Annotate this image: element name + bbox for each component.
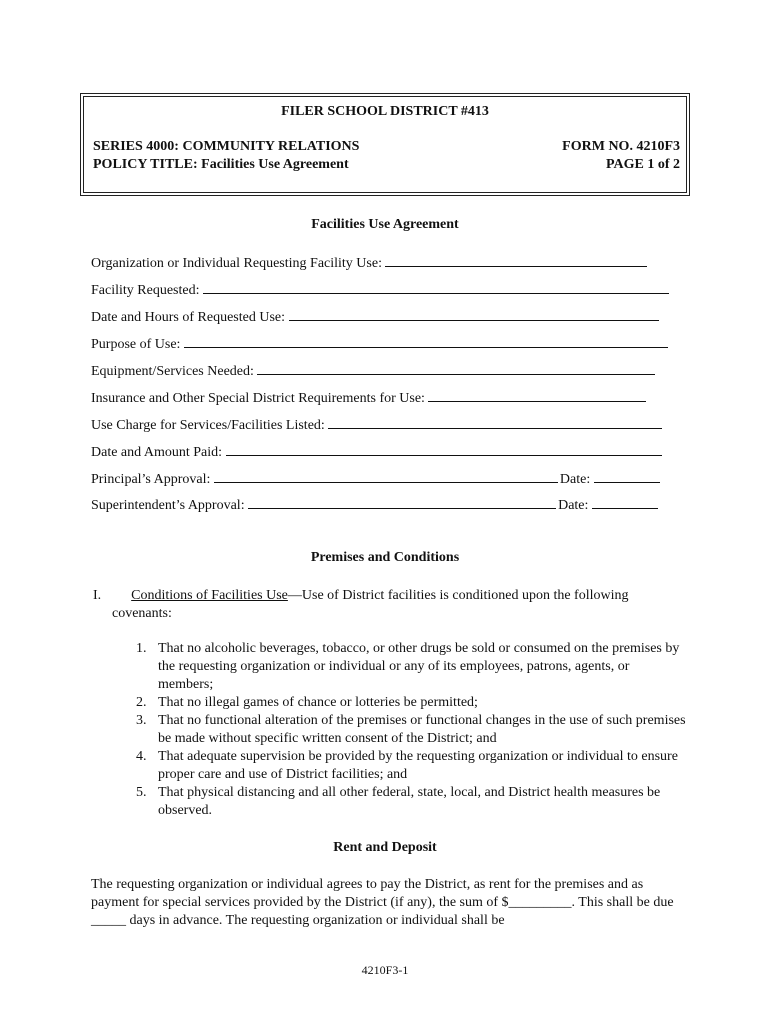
principal-date-line[interactable]: [594, 470, 660, 483]
policy-title: POLICY TITLE: Facilities Use Agreement: [93, 157, 349, 172]
section-heading: Conditions of Facilities Use: [131, 588, 288, 603]
field-equipment: [91, 362, 655, 380]
conditions-list: [136, 640, 686, 820]
superintendent-signature-line[interactable]: [248, 496, 556, 509]
field-date-amount: [91, 443, 662, 461]
date-hours-input-line[interactable]: [289, 308, 659, 321]
form-number: FORM NO. 4210F3: [562, 139, 680, 154]
section-numeral: I.: [93, 588, 102, 603]
field-label: Organization or Individual Requesting Facility Use:: [91, 256, 382, 271]
item-text: That no functional alteration of the premises or functional changes in the use of such premises be made without specific written consent of the District; and: [158, 713, 686, 746]
principal-signature-line[interactable]: [214, 470, 558, 483]
field-label: Equipment/Services Needed:: [91, 364, 254, 379]
item-number: 5.: [136, 785, 147, 800]
page-footer: 4210F3-1: [361, 963, 409, 977]
item-text: That physical distancing and all other federal, state, local, and District health measures be observed.: [158, 785, 661, 818]
page-indicator: PAGE 1 of 2: [605, 157, 680, 172]
organization-input-line[interactable]: [385, 254, 647, 267]
item-number: 3.: [136, 713, 147, 728]
field-organization: [91, 254, 647, 272]
field-use-charge: [91, 416, 662, 434]
insurance-input-line[interactable]: [428, 389, 646, 402]
field-label: Date and Hours of Requested Use:: [91, 310, 286, 325]
purpose-input-line[interactable]: [184, 335, 668, 348]
rent-title: Rent and Deposit: [333, 840, 437, 855]
list-item: [136, 748, 686, 784]
field-label: Date and Amount Paid:: [91, 445, 223, 460]
rent-paragraph: The requesting organization or individual agrees to pay the District, as rent for the premises and as payment for special services provided by the District (if any), the sum of $_________. This shall be due _____ days in advance. The requesting organization or individual shall be: [91, 877, 674, 928]
field-date-hours: [91, 308, 659, 326]
section-text-cont: covenants:: [112, 606, 172, 621]
premises-title: Premises and Conditions: [310, 550, 460, 565]
item-text: That adequate supervision be provided by the requesting organization or individual to ensure proper care and use of District facilities; and: [158, 749, 678, 782]
field-label: Principal’s Approval:: [91, 472, 211, 487]
section-i: [93, 587, 693, 623]
use-charge-input-line[interactable]: [328, 416, 662, 429]
list-item: [136, 640, 686, 694]
list-item: [136, 694, 686, 712]
field-label: Superintendent’s Approval:: [91, 498, 245, 513]
item-number: 1.: [136, 641, 147, 656]
item-number: 2.: [136, 695, 147, 710]
field-label: Purpose of Use:: [91, 337, 181, 352]
equipment-input-line[interactable]: [257, 362, 655, 375]
facility-input-line[interactable]: [203, 281, 669, 294]
date-amount-input-line[interactable]: [226, 443, 662, 456]
list-item: [136, 712, 686, 748]
field-label: Facility Requested:: [91, 283, 200, 298]
field-purpose: [91, 335, 668, 353]
field-facility: [91, 281, 669, 299]
item-text: That no illegal games of chance or lotteries be permitted;: [158, 695, 478, 710]
section-text: —Use of District facilities is conditioned upon the following: [287, 588, 629, 603]
field-label: Use Charge for Services/Facilities Listed:: [91, 418, 325, 433]
district-name: FILER SCHOOL DISTRICT #413: [281, 104, 489, 119]
agreement-title: Facilities Use Agreement: [311, 217, 459, 232]
field-insurance: [91, 389, 646, 407]
item-text: That no alcoholic beverages, tobacco, or other drugs be sold or consumed on the premises by the requesting organization or individual or any of its employees, patrons, agents, or members;: [158, 641, 680, 692]
list-item: [136, 784, 686, 820]
superintendent-date-line[interactable]: [592, 496, 658, 509]
document-header: [80, 93, 690, 196]
series-label: SERIES 4000: COMMUNITY RELATIONS: [93, 139, 360, 154]
field-superintendent-approval: [91, 496, 658, 514]
item-number: 4.: [136, 749, 147, 764]
date-label: Date:: [558, 498, 589, 513]
field-principal-approval: [91, 470, 660, 488]
field-label: Insurance and Other Special District Requirements for Use:: [91, 391, 425, 406]
date-label: Date:: [559, 472, 591, 487]
